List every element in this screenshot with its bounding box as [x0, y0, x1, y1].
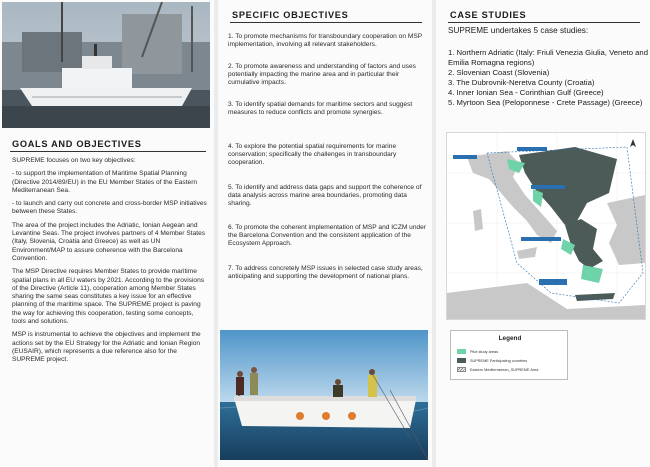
case-study-list [448, 48, 648, 108]
specific-heading: SPECIFIC OBJECTIVES [232, 10, 349, 20]
case-study-map [446, 132, 646, 320]
legend-title: Legend [498, 335, 522, 342]
goals-directive: The MSP Directive requires Member States to provide maritime spatial plans in all EU waters by 2021. According to the provisions of the Directive (Article 11), cooperation among Member States sharing the same seas constitutes a key issue for an effective planning of the maritime space. The SUPREME project is paving the way for achieving this cooperation, testing some concepts, tools and solutions. [12, 268, 205, 326]
countries-swatch [457, 358, 466, 363]
objective-item: 4. To explore the potential spatial requirements for marine conservation; specifically the challenges in transboundary cooperation. [228, 143, 397, 167]
case-study-item: 3. The Dubrovnik-Neretva County (Croatia) [448, 77, 595, 87]
specific-heading-rule [230, 22, 422, 23]
case-studies-panel [436, 0, 650, 467]
legend-row-pilot [457, 348, 498, 355]
cases-intro: SUPREME undertakes 5 case studies: [448, 26, 589, 35]
goals-heading-rule [10, 151, 206, 152]
area-swatch [457, 367, 466, 372]
objective-item: 6. To promote the coherent implementation of MSP and ICZM under the Barcelona Convention and the consistent application of the Ecosystem Approach. [228, 224, 427, 248]
objective-item: 5. To identify and address data gaps and support the coherence of data analysis across marine area boundaries, promoting data sharing. [228, 184, 422, 208]
specific-objectives-panel [218, 0, 432, 467]
goals-objective-2: - to launch and carry out concrete and cross-border MSP initiatives between these States. [12, 200, 207, 216]
map-label [539, 279, 567, 285]
map-legend [450, 330, 568, 380]
case-study-item: 4. Inner Ionian Sea - Corinthian Gulf (Greece) [448, 87, 604, 97]
goals-body [12, 157, 208, 370]
pilot-swatch [457, 349, 466, 354]
legend-label: SUPREME Participating countries [470, 358, 528, 363]
cases-heading: CASE STUDIES [450, 10, 527, 20]
goals-heading: GOALS AND OBJECTIVES [12, 139, 142, 149]
legend-row-area [457, 366, 538, 373]
legend-label: Pilot study areas [470, 349, 499, 354]
map-label [521, 237, 561, 241]
goals-area: The area of the project includes the Adriatic, Ionian Aegean and Levantine Seas. The project involves partners of 4 Member States (Italy, Slovenia, Croatia and Greece) as well as UN Environment/MAP to assure coherence with the Barcelona Convention. [12, 221, 206, 262]
legend-row-countries [457, 357, 527, 364]
map-label [517, 147, 547, 151]
goals-objective-1: - to support the implementation of Maritime Spatial Planning (Directive 2014/89/EU) in the EU Member States of the Eastern Mediterranean Sea. [12, 170, 198, 194]
case-study-item: 5. Myrtoon Sea (Peloponnese - Crete Passage) (Greece) [448, 97, 643, 107]
objective-item: 2. To promote awareness and understanding of factors and uses potentially impacting the marine area and in particular their cumulative impacts. [228, 63, 416, 87]
map-label [453, 155, 477, 159]
objective-item: 3. To identify spatial demands for maritime sectors and suggest measures to reduce conflicts and promote synergies. [228, 101, 413, 117]
cases-heading-rule [448, 22, 640, 23]
case-study-item: 2. Slovenian Coast (Slovenia) [448, 67, 550, 77]
ship-photo [2, 2, 210, 128]
goals-panel [0, 0, 214, 467]
fishing-boat-photo [220, 330, 428, 460]
legend-label: Eastern Mediterranean_SUPREME Area [470, 367, 539, 372]
objective-item: 1. To promote mechanisms for transboundary cooperation on MSP implementation, involving all relevant stakeholders. [228, 33, 423, 49]
case-study-item: 1. Northern Adriatic (Italy: Friuli Venezia Giulia, Veneto and Emilia Romagna regions) [448, 48, 648, 67]
goals-intro: SUPREME focuses on two key objectives: [12, 157, 136, 164]
goals-eusair: MSP is instrumental to achieve the objectives and implement the actions set by the EU Strategy for the Adriatic and Ionian Region (EUSAIR), which represents a due reference also for the SUPREME project. [12, 331, 201, 364]
objective-item: 7. To address concretely MSP issues in selected case study areas, anticipating and supporting the development of national plans. [228, 265, 423, 281]
map-label [531, 185, 565, 189]
